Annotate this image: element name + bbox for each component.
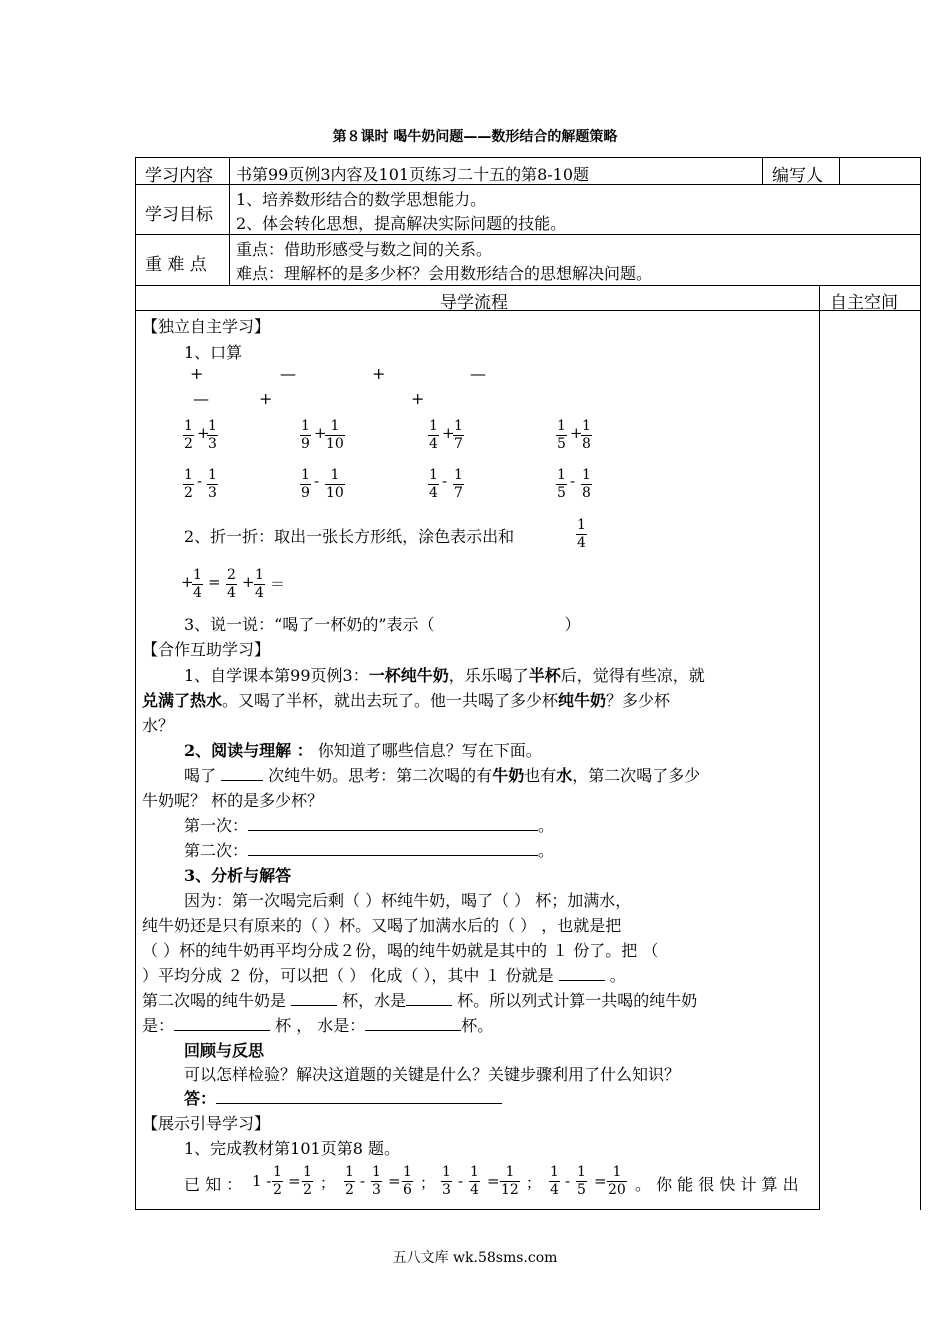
content-label: 学习内容 [145,166,213,186]
drink-line-1: 喝了 次纯牛奶。思考：第二次喝的有牛奶也有水，第二次喝了多少 [184,766,701,785]
drink-line-2: 牛奶呢？ 杯的是多少杯？ [142,791,324,810]
minus-sign: - [197,472,203,490]
fraction: $\frac{1}{2}$ [184,418,193,452]
minus-sign: - [570,472,576,490]
fraction: $\frac{1}{9}$ [301,418,310,452]
keypoint-line-2: 难点：理解杯的是多少杯？会用数形结合的思想解决问题。 [236,264,653,283]
plus-sign: + [570,424,583,442]
keypoint-label: 重 难 点 [145,255,207,275]
content-value: 书第99页例3内容及101页练习二十五的第8-10题 [236,165,590,184]
fraction: $\frac{1}{9}$ [301,467,310,501]
page-title: 第８课时 喝牛奶问题——数形结合的解题策略 [332,129,618,145]
analysis-line-1: 因为：第一次喝完后剩（ ）杯纯牛奶，喝了（ ） 杯；加满水， [184,891,632,910]
space-header: 自主空间 [830,293,898,313]
sign: — [470,364,486,383]
fraction: $\frac{1}{10}$ [326,418,344,452]
q1-oral-calc: 1、口算 [184,343,243,362]
plus-sign: + [442,424,455,442]
analysis-line-3: （ ）杯的纯牛奶再平均分成２份，喝的纯牛奶就是其中的 １ 份了。把 （ [142,941,659,960]
review-question: 可以怎样检验？解决这道题的关键是什么？关键步骤利用了什么知识？ [184,1065,681,1084]
question-tail: 。 你 能 很 快 计 算 出 [635,1175,799,1194]
fraction: $\frac{1}{7}$ [454,418,463,452]
review-heading: 回顾与反思 [184,1041,265,1060]
flow-header: 导学流程 [440,293,508,313]
fraction: $\frac{1}{5}$ [557,418,566,452]
textbook-task: 1、完成教材第101页第8 题。 [184,1139,400,1158]
analysis-line-5: 第二次喝的纯牛奶是 杯，水是 杯。所以列式计算一共喝的纯牛奶 [142,991,698,1010]
known-label: 已 知 ： [184,1175,243,1194]
sign: + [190,364,204,383]
fraction: $\frac{1}{4}$ [577,517,586,551]
fraction: $\frac{1}{4}$ [429,467,438,501]
section-guided-header: 【展示引导学习】 [142,1114,271,1133]
read-understand: 2、阅读与理解 ： 你知道了哪些信息？写在下面。 [184,741,542,760]
answer-line: 答： [184,1086,502,1109]
example-line-3: 水？ [142,716,175,735]
analysis-line-4: ）平均分成 ２ 份，可以把（ ） 化成（ ），其中 １ 份就是 。 [142,966,626,985]
goal-line-2: 2、体会转化思想，提高解决实际问题的技能。 [236,214,567,233]
q2-fold: 2、折一折：取出一张长方形纸，涂色表示出和 [184,527,515,546]
fraction: $\frac{1}{3}$ [208,467,217,501]
q3-say: 3、说一说：“喝了一杯奶的”表示（ ） [184,615,581,634]
keypoint-line-1: 重点：借助形感受与数之间的关系。 [236,240,493,259]
fraction: $\frac{1}{7}$ [454,467,463,501]
fraction: $\frac{1}{4}$ [429,418,438,452]
second-time: 第二次： 。 [184,841,555,860]
plus-sign: + [197,424,210,442]
minus-sign: - [442,472,448,490]
first-time: 第一次： 。 [184,816,555,835]
footer-watermark: 五八文库 wk.58sms.com [392,1250,558,1266]
example-line-1: 1、自学课本第99页例3：一杯纯牛奶，乐乐喝了半杯后，觉得有些凉，就 [184,666,705,685]
fraction: $\frac{1}{2}$ [184,467,193,501]
analysis-line-6: 是： 杯 ， 水是： 杯。 [142,1016,494,1035]
sign: — [280,364,296,383]
sign: + [411,389,425,408]
plus-sign: + [314,424,327,442]
goal-line-1: 1、培养数形结合的数学思想能力。 [236,190,487,209]
section-independent-header: 【独立自主学习】 [142,317,271,336]
goal-label: 学习目标 [145,205,213,225]
sign: + [259,389,273,408]
fraction: $\frac{1}{8}$ [582,467,591,501]
fraction: $\frac{1}{10}$ [326,467,344,501]
sign: + [372,364,386,383]
sign: — [193,389,209,408]
author-label: 编写人 [772,166,823,186]
fraction: $\frac{1}{8}$ [582,418,591,452]
fraction: $\frac{1}{3}$ [208,418,217,452]
section-cooperative-header: 【合作互助学习】 [142,640,271,659]
fraction: $\frac{1}{5}$ [557,467,566,501]
minus-sign: - [314,472,320,490]
analysis-heading: 3、分析与解答 [184,866,292,885]
analysis-line-2: 纯牛奶还是只有原来的（ ）杯。又喝了加满水后的（ ） ，也就是把 [142,916,622,935]
example-line-2: 兑满了热水。又喝了半杯，就出去玩了。他一共喝了多少杯纯牛奶？多少杯 [142,691,671,710]
